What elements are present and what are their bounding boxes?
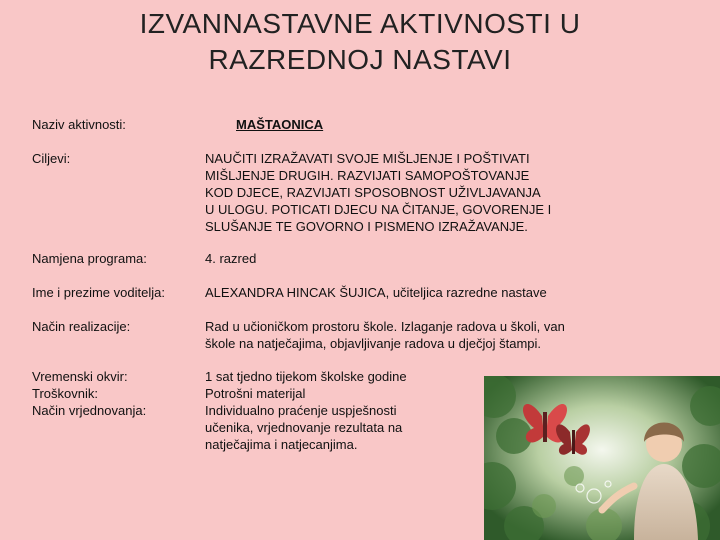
ciljevi-value [205,150,551,235]
ciljevi-line: KOD DJECE, RAZVIJATI SPOSOBNOST UŽIVLJAVANJA [205,185,541,200]
nacin-value [205,318,565,352]
troskovnik-label: Troškovnik: [32,386,98,401]
nacin-vrjednovanja-label: Način vrjednovanja: [32,403,147,418]
vremenski-okvir-label: Vremenski okvir: [32,369,128,384]
namjena-value: 4. razred [205,251,257,266]
ciljevi-line: MIŠLJENJE DRUGIH. RAZVIJATI SAMOPOŠTOVANJE [205,168,530,183]
photo-illustration [484,376,720,540]
voditelj-label: Ime i prezime voditelja: [32,285,165,300]
ostalo-line: natječajima i natjecanjima. [205,437,358,452]
title-line-2: RAZREDNOJ NASTAVI [208,44,512,75]
naziv-label: Naziv aktivnosti: [32,117,126,132]
voditelj-value: ALEXANDRA HINCAK ŠUJICA, učiteljica razredne nastave [205,285,547,300]
namjena-label: Namjena programa: [32,251,147,266]
ciljevi-line: SLUŠANJE TE GOVORNO I PISMENO IZRAŽAVANJE. [205,219,528,234]
page-title [0,6,720,78]
ostalo-line: Individualno praćenje uspješnosti [205,403,397,418]
nacin-label: Način realizacije: [32,319,131,334]
nacin-line: škole na natječajima, objavljivanje radova u dječjoj štampi. [205,336,542,351]
nacin-line: Rad u učioničkom prostoru škole. Izlaganje radova u školi, van [205,319,565,334]
ostalo-values [205,368,407,453]
ciljevi-line: U ULOGU. POTICATI DJECU NA ČITANJE, GOVORENJE I [205,202,552,217]
title-line-1: IZVANNASTAVNE AKTIVNOSTI U [139,8,581,39]
naziv-value: MAŠTAONICA [236,117,324,132]
girl-with-butterflies-image [484,376,720,540]
ciljevi-label: Ciljevi: [32,151,71,166]
ciljevi-line: NAUČITI IZRAŽAVATI SVOJE MIŠLJENJE I POŠTIVATI [205,151,530,166]
ostalo-line: 1 sat tjedno tijekom školske godine [205,369,407,384]
ostalo-line: Potrošni materijal [205,386,306,401]
ostalo-line: učenika, vrjednovanje rezultata na [205,420,403,435]
ostalo-labels [32,368,146,419]
